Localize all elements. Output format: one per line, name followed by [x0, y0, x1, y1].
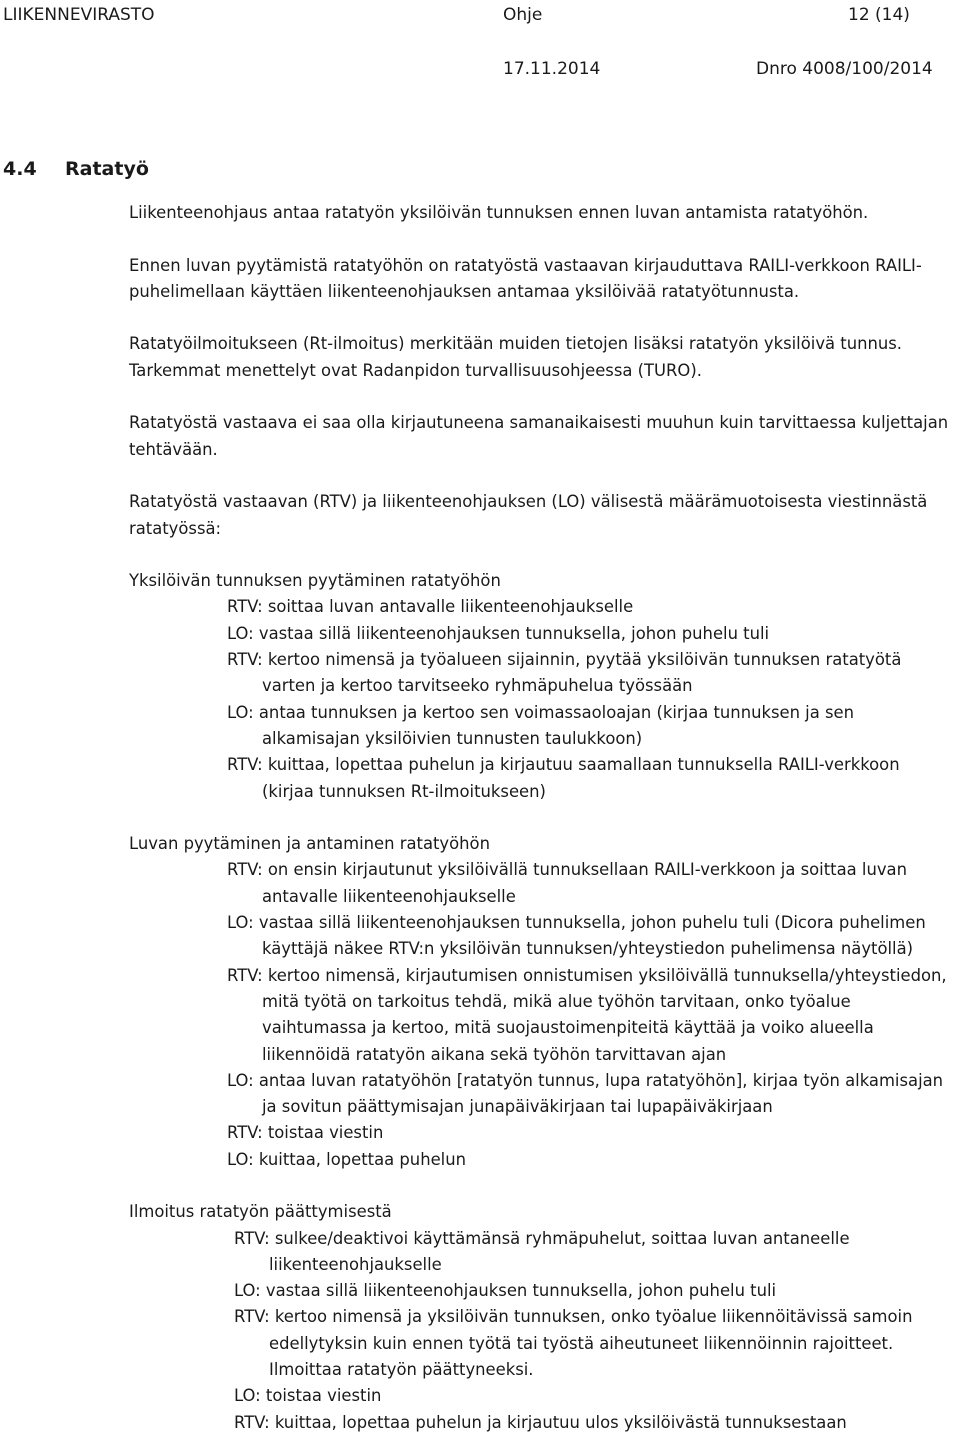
dialogue-turn: LO: vastaa sillä liikenteenohjauksen tunnuksella, johon puhelu tuli: [227, 623, 770, 643]
header-date: 17.11.2014: [503, 59, 601, 79]
header-record-number: Dnro 4008/100/2014: [756, 59, 933, 79]
dialogue-title: Yksilöivän tunnuksen pyytäminen ratatyöhön: [129, 571, 501, 591]
dialogue-turn: LO: kuittaa, lopettaa puhelun: [227, 1149, 466, 1169]
header-page-number: 12 (14): [848, 5, 910, 25]
dialogue-turn: LO: antaa luvan ratatyöhön [ratatyön tunnus, lupa ratatyöhön], kirjaa työn alkamisajan ja sovitun päättymisajan junapäiväkirjaan tai lupapäiväkirjaan: [227, 1070, 944, 1117]
dialogue-turns: [129, 594, 954, 804]
dialogue-turn: RTV: soittaa luvan antavalle liikenteenohjaukselle: [227, 597, 634, 617]
dialogue-turn: RTV: kertoo nimensä ja työalueen sijainnin, pyytää yksilöivän tunnuksen ratatyötä varten ja kertoo tarvitseeko ryhmäpuhelua työssään: [227, 650, 902, 696]
dialogue-turn: LO: toistaa viestin: [234, 1386, 382, 1406]
dialogue-turns: [129, 857, 954, 1173]
dialogue-paattymisilmoitus: [129, 1199, 954, 1436]
section-heading: [3, 157, 149, 181]
paragraph: Ennen luvan pyytämistä ratatyöhön on ratatyöstä vastaavan kirjauduttava RAILI-verkkoon RAILI-puhelimellaan käyttäen liikenteenohjauksen antamaa yksilöivää ratatyötunnusta.: [129, 255, 922, 301]
paragraph: Ratatyöstä vastaava ei saa olla kirjautuneena samanaikaisesti muuhun kuin tarvittaessa kuljettajan tehtävään.: [129, 413, 949, 459]
dialogue-title: Ilmoitus ratatyön päättymisestä: [129, 1202, 392, 1222]
dialogue-title: Luvan pyytäminen ja antaminen ratatyöhön: [129, 834, 490, 854]
dialogue-turn: RTV: toistaa viestin: [227, 1123, 384, 1143]
dialogue-turn: RTV: kertoo nimensä ja yksilöivän tunnuksen, onko työalue liikennöitävissä samoin edellytyksin kuin ennen työtä tai työstä aiheutuneet liikennöinnin rajoitteet. Ilmoittaa ratatyön päättyneeksi.: [234, 1307, 913, 1380]
dialogue-turn: LO: vastaa sillä liikenteenohjauksen tunnuksella, johon puhelu tuli (Dicora puhelimen käyttäjä näkee RTV:n yksilöivän tunnuksen/yhteystiedon puhelimensa näytöllä): [227, 913, 926, 959]
paragraph: Ratatyöilmoitukseen (Rt-ilmoitus) merkitään muiden tietojen lisäksi ratatyön yksilöivä tunnus. Tarkemmat menettelyt ovat Radanpidon turvallisuusohjeessa (TURO).: [129, 334, 903, 380]
dialogue-turn: RTV: kuittaa, lopettaa puhelun ja kirjautuu saamallaan tunnuksella RAILI-verkkoon (kirjaa tunnuksen Rt-ilmoitukseen): [227, 755, 900, 801]
dialogue-turn: RTV: kuittaa, lopettaa puhelun ja kirjautuu ulos yksilöivästä tunnuksestaan: [234, 1412, 847, 1432]
section-number: 4.4: [3, 158, 37, 180]
section-title: Ratatyö: [65, 158, 149, 180]
dialogue-turn: RTV: kertoo nimensä, kirjautumisen onnistumisen yksilöivällä tunnuksella/yhteystiedon, mitä työtä on tarkoitus tehdä, mikä alue työhön tarvitaan, onko työalue vaihtumassa ja kertoo, mitä suojaustoimenpiteitä käyttää ja voiko alueella liikennöidä ratatyön aikana sekä työhön tarvittavan ajan: [227, 965, 947, 1064]
header-organization: LIIKENNEVIRASTO: [3, 5, 155, 25]
document-body: [129, 200, 954, 1436]
dialogue-turn: LO: vastaa sillä liikenteenohjauksen tunnuksella, johon puhelu tuli: [234, 1281, 777, 1301]
dialogue-turn: RTV: on ensin kirjautunut yksilöivällä tunnuksellaan RAILI-verkkoon ja soittaa luvan antavalle liikenteenohjaukselle: [227, 860, 907, 906]
header-document-type: Ohje: [503, 5, 543, 25]
dialogue-turns: [129, 1226, 954, 1436]
dialogue-tunnuksen-pyytaminen: [129, 568, 954, 805]
dialogue-turn: LO: antaa tunnuksen ja kertoo sen voimassaoloajan (kirjaa tunnuksen ja sen alkamisajan yksilöivien tunnusten taulukkoon): [227, 702, 855, 748]
paragraph: Liikenteenohjaus antaa ratatyön yksilöivän tunnuksen ennen luvan antamista ratatyöhön.: [129, 203, 869, 222]
dialogue-turn: RTV: sulkee/deaktivoi käyttämänsä ryhmäpuhelut, soittaa luvan antaneelle liikenteenohjaukselle: [234, 1228, 850, 1274]
dialogue-luvan-pyytaminen: [129, 831, 954, 1173]
paragraph: Ratatyöstä vastaavan (RTV) ja liikenteenohjauksen (LO) välisestä määrämuotoisesta viestinnästä ratatyössä:: [129, 492, 928, 538]
